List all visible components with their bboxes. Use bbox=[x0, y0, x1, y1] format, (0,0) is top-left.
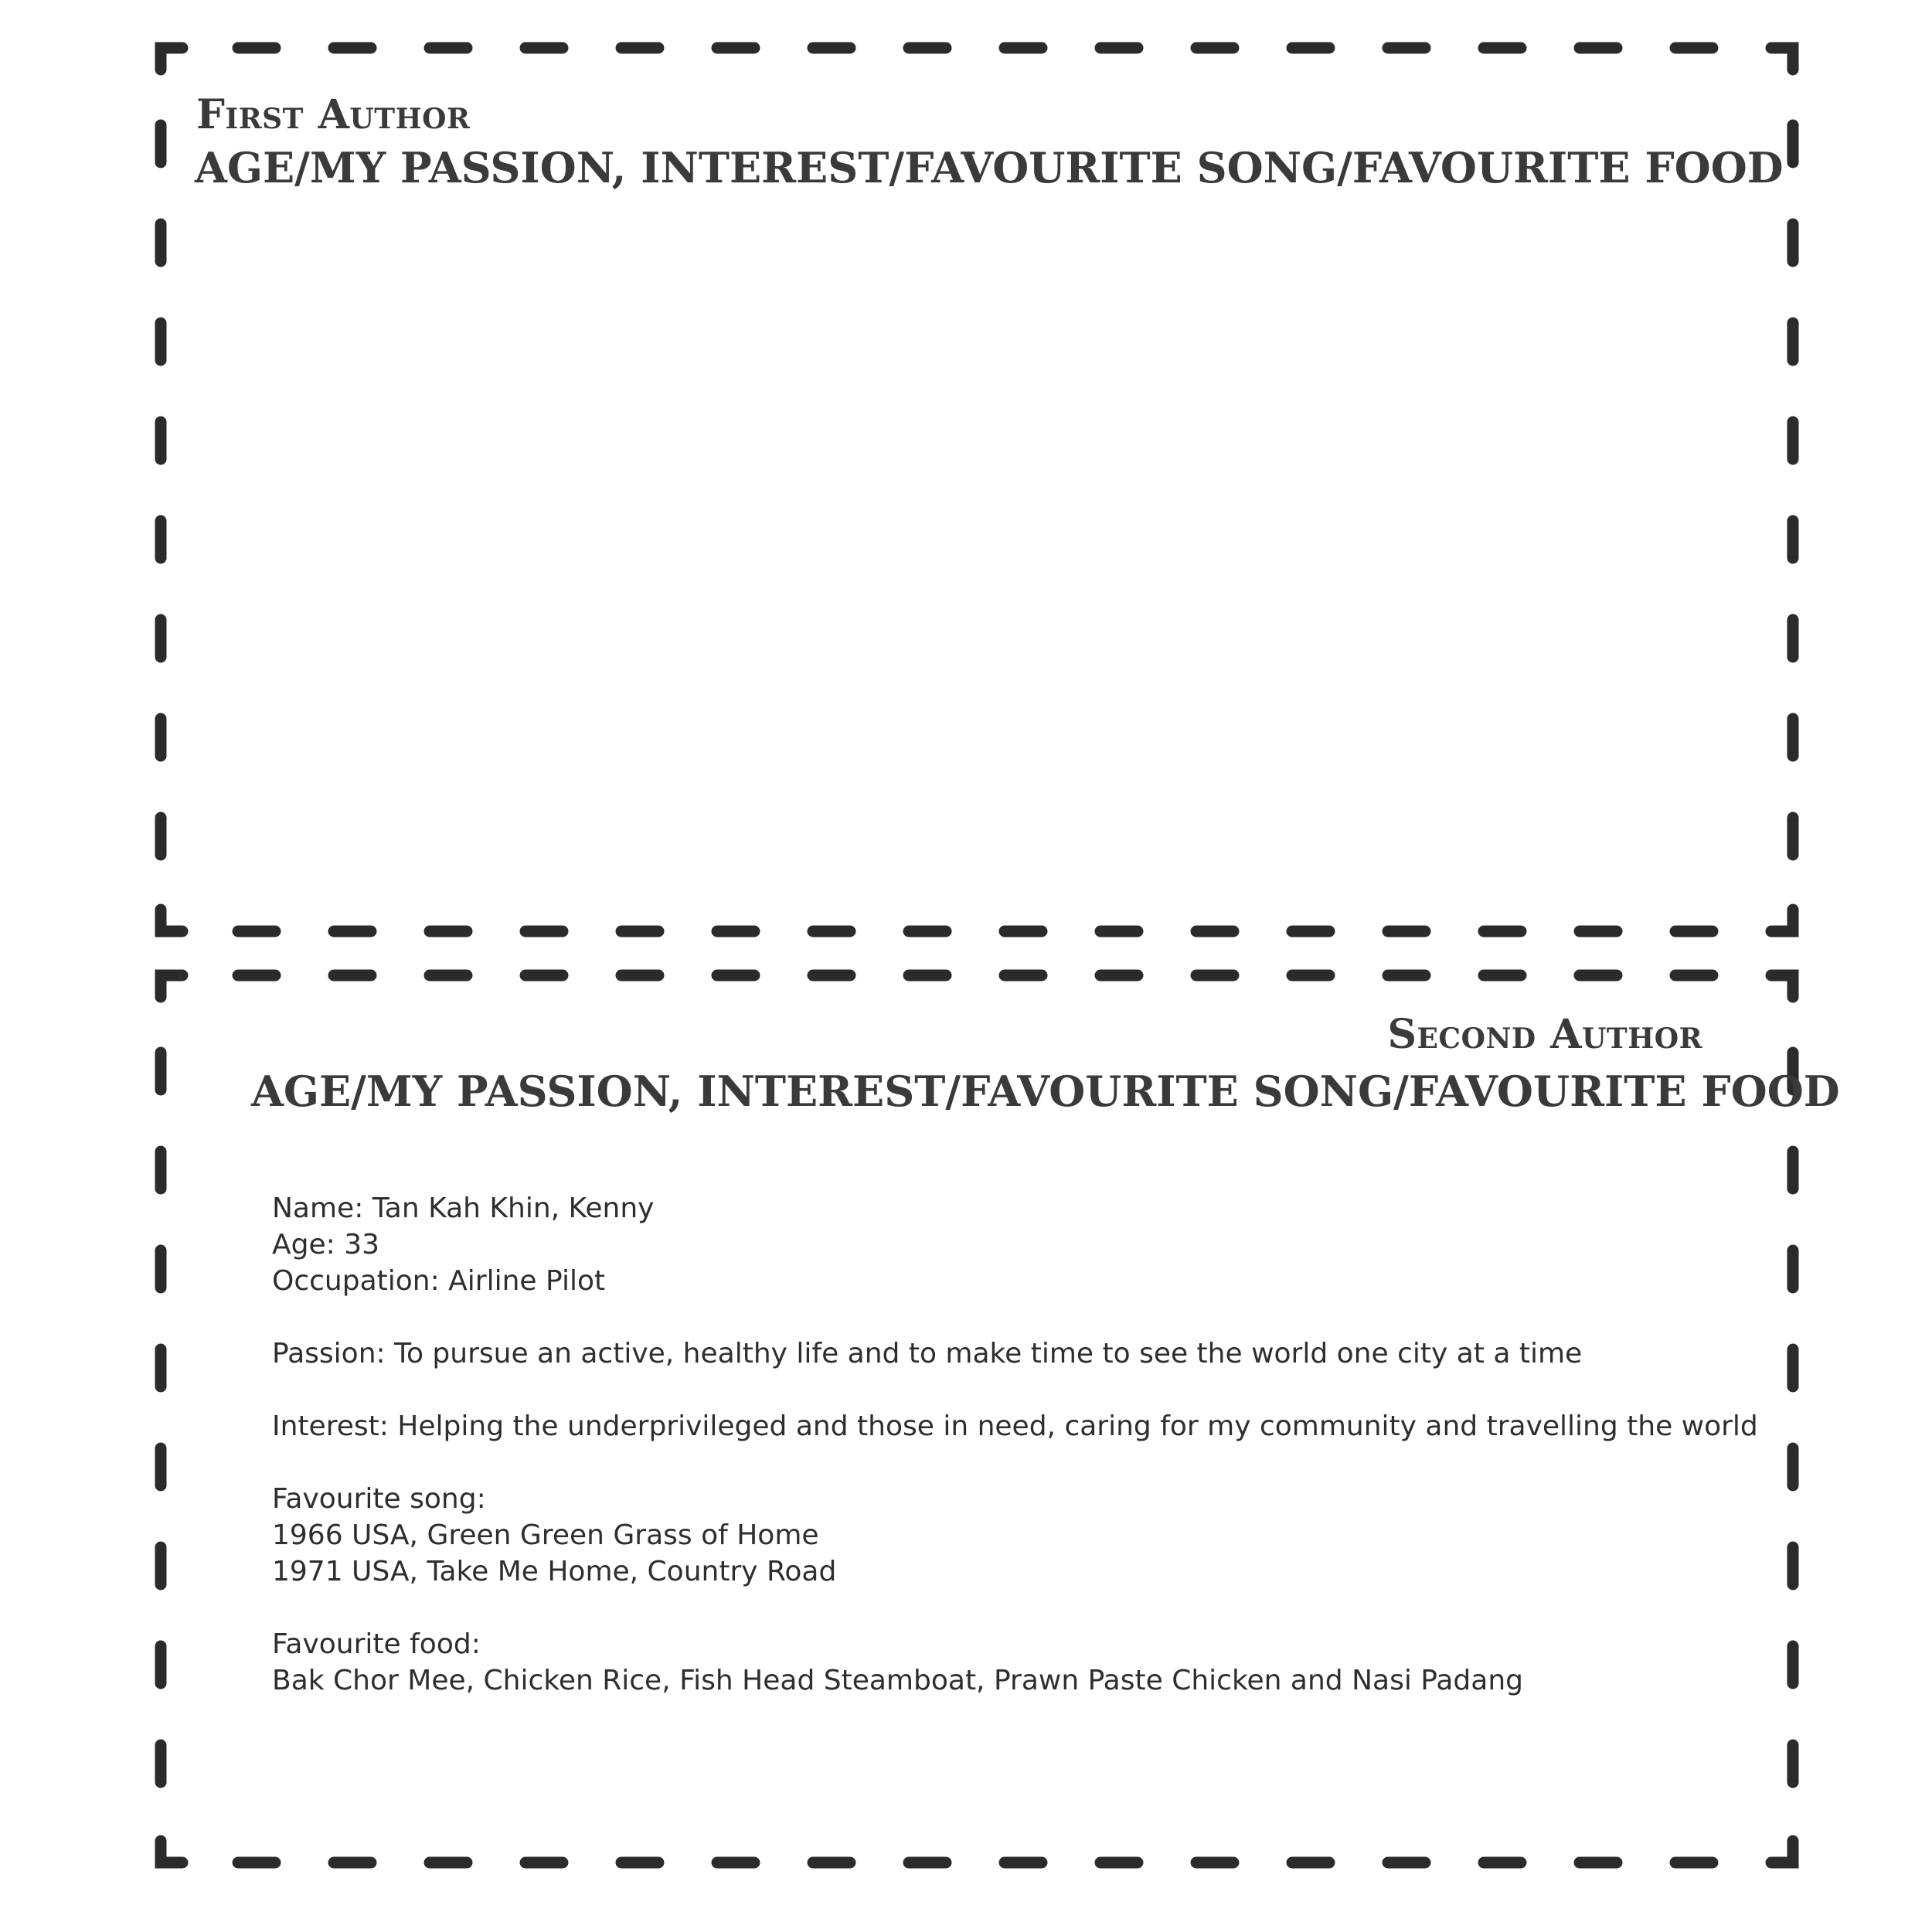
corner-mark bbox=[1771, 1841, 1793, 1863]
spacer bbox=[272, 1372, 1779, 1408]
name-line: Name: Tan Kah Khin, Kenny bbox=[272, 1193, 655, 1224]
age-line: Age: 33 bbox=[272, 1229, 380, 1261]
first-author-title: First Author bbox=[196, 91, 471, 138]
interest-line: Interest: Helping the underprivileged and those in need, caring for my community and travelling the world bbox=[272, 1410, 1758, 1442]
corner-mark bbox=[161, 975, 182, 997]
favourite-song-item: 1966 USA, Green Green Grass of Home bbox=[272, 1519, 819, 1551]
second-author-title: Second Author bbox=[1387, 1011, 1702, 1058]
spacer bbox=[272, 1299, 1779, 1335]
corner-mark bbox=[161, 1841, 182, 1863]
second-author-bio bbox=[272, 1190, 1779, 1699]
passion-line: Passion: To pursue an active, healthy life and to make time to see the world one city at a time bbox=[272, 1338, 1583, 1369]
favourite-song-item: 1971 USA, Take Me Home, Country Road bbox=[272, 1556, 837, 1587]
second-author-subtitle: AGE/MY PASSION, INTEREST/FAVOURITE SONG/FAVOURITE FOOD bbox=[251, 1067, 1840, 1116]
spacer bbox=[272, 1444, 1779, 1481]
corner-mark bbox=[161, 48, 182, 70]
occupation-line: Occupation: Airline Pilot bbox=[272, 1265, 606, 1297]
favourite-food-heading: Favourite food: bbox=[272, 1628, 481, 1660]
corner-mark bbox=[1771, 910, 1793, 931]
spacer bbox=[272, 1590, 1779, 1626]
favourite-food-line: Bak Chor Mee, Chicken Rice, Fish Head Steamboat, Prawn Paste Chicken and Nasi Padang bbox=[272, 1665, 1524, 1696]
favourite-song-heading: Favourite song: bbox=[272, 1483, 486, 1515]
corner-mark bbox=[1771, 975, 1793, 997]
first-author-subtitle: AGE/MY PASSION, INTEREST/FAVOURITE SONG/FAVOURITE FOOD bbox=[195, 143, 1784, 192]
corner-mark bbox=[1771, 48, 1793, 70]
corner-mark bbox=[161, 910, 182, 931]
